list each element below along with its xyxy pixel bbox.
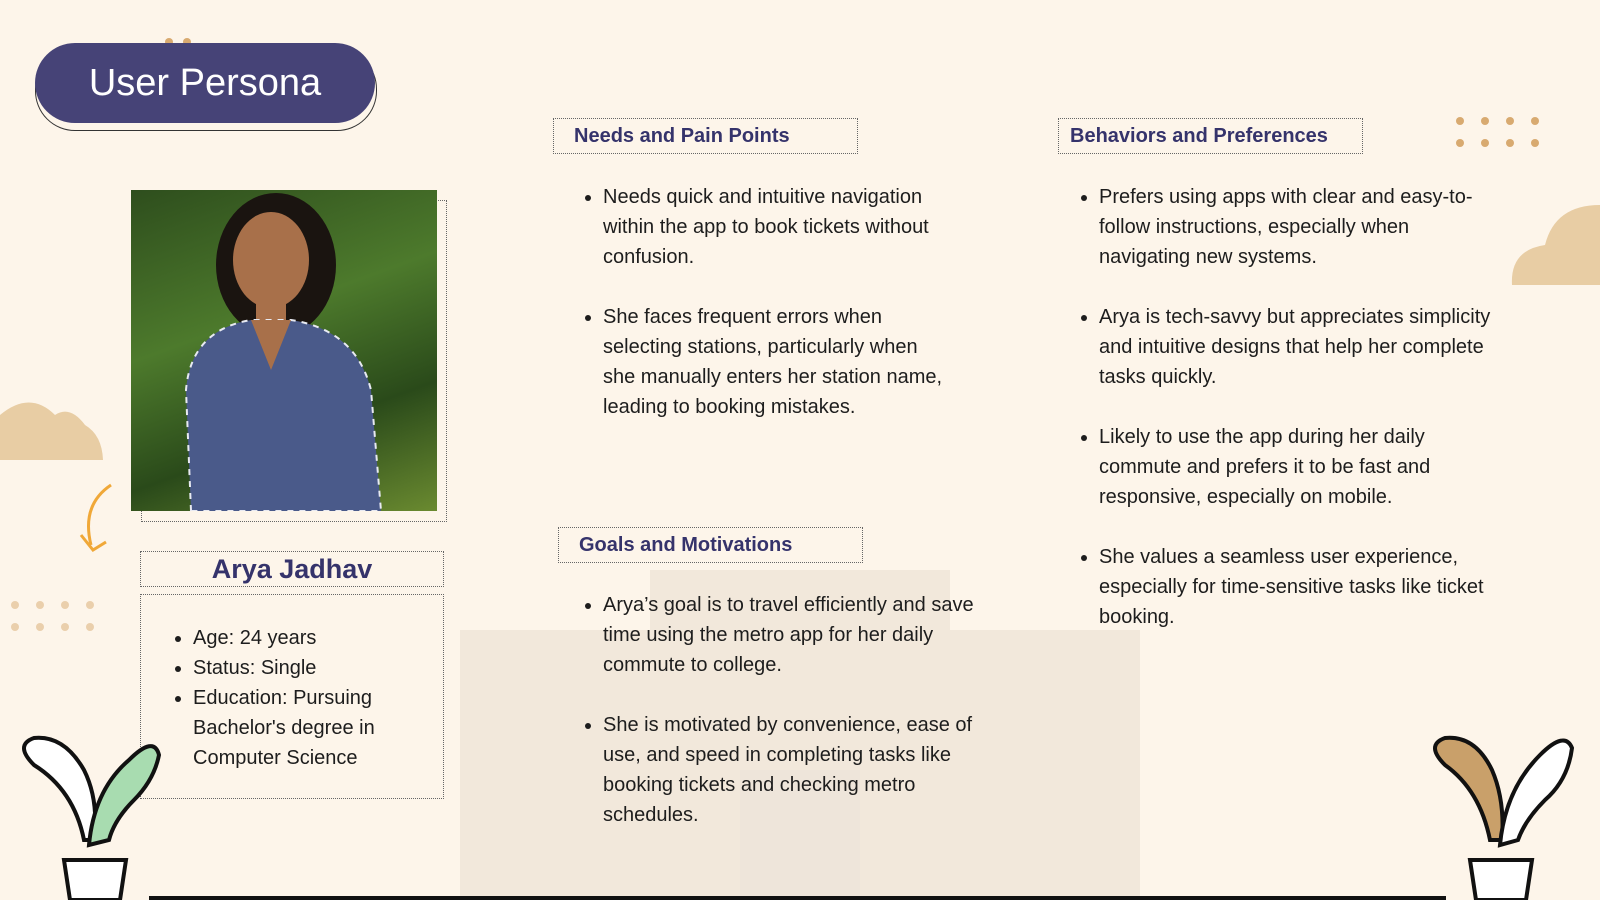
behaviors-item: • Likely to use the app during her daily commute and prefers it to be fast and responsive, especially on mobile. <box>1099 422 1499 512</box>
behaviors-item: • Arya is tech-savvy but appreciates simplicity and intuitive designs that help her complete tasks quickly. <box>1099 302 1519 392</box>
page-title: User Persona <box>35 43 375 123</box>
needs-item: • She faces frequent errors when selecting stations, particularly when she manually enters her station name, leading to booking mistakes. <box>603 302 953 422</box>
needs-list <box>583 182 953 452</box>
behaviors-item: • She values a seamless user experience, especially for time-sensitive tasks like ticket booking. <box>1099 542 1519 632</box>
goals-list <box>583 590 1028 860</box>
persona-name: Arya Jadhav <box>140 551 444 587</box>
persona-photo <box>131 190 437 511</box>
detail-status: • Status: Single <box>193 653 443 683</box>
goals-item: • She is motivated by convenience, ease of use, and speed in completing tasks like booking tickets and checking metro schedules. <box>603 710 1008 830</box>
goals-item: • Arya’s goal is to travel efficiently and save time using the metro app for her daily commute to college. <box>603 590 988 680</box>
bottom-divider <box>149 896 1446 900</box>
detail-age: • Age: 24 years <box>193 623 443 653</box>
needs-heading: Needs and Pain Points <box>553 118 858 154</box>
goals-heading: Goals and Motivations <box>558 527 863 563</box>
needs-item: • Needs quick and intuitive navigation within the app to book tickets without confusion. <box>603 182 953 272</box>
behaviors-heading: Behaviors and Preferences <box>1058 118 1363 154</box>
behaviors-list <box>1079 182 1529 662</box>
plant-icon <box>14 730 164 900</box>
persona-details <box>140 594 444 799</box>
cloud-icon <box>0 395 105 460</box>
plant-icon <box>1430 730 1580 900</box>
detail-education: • Education: Pursuing Bachelor's degree in Computer Science <box>193 683 413 773</box>
arrow-down-icon <box>76 480 121 560</box>
behaviors-item: • Prefers using apps with clear and easy-to-follow instructions, especially when navigating new systems. <box>1099 182 1499 272</box>
